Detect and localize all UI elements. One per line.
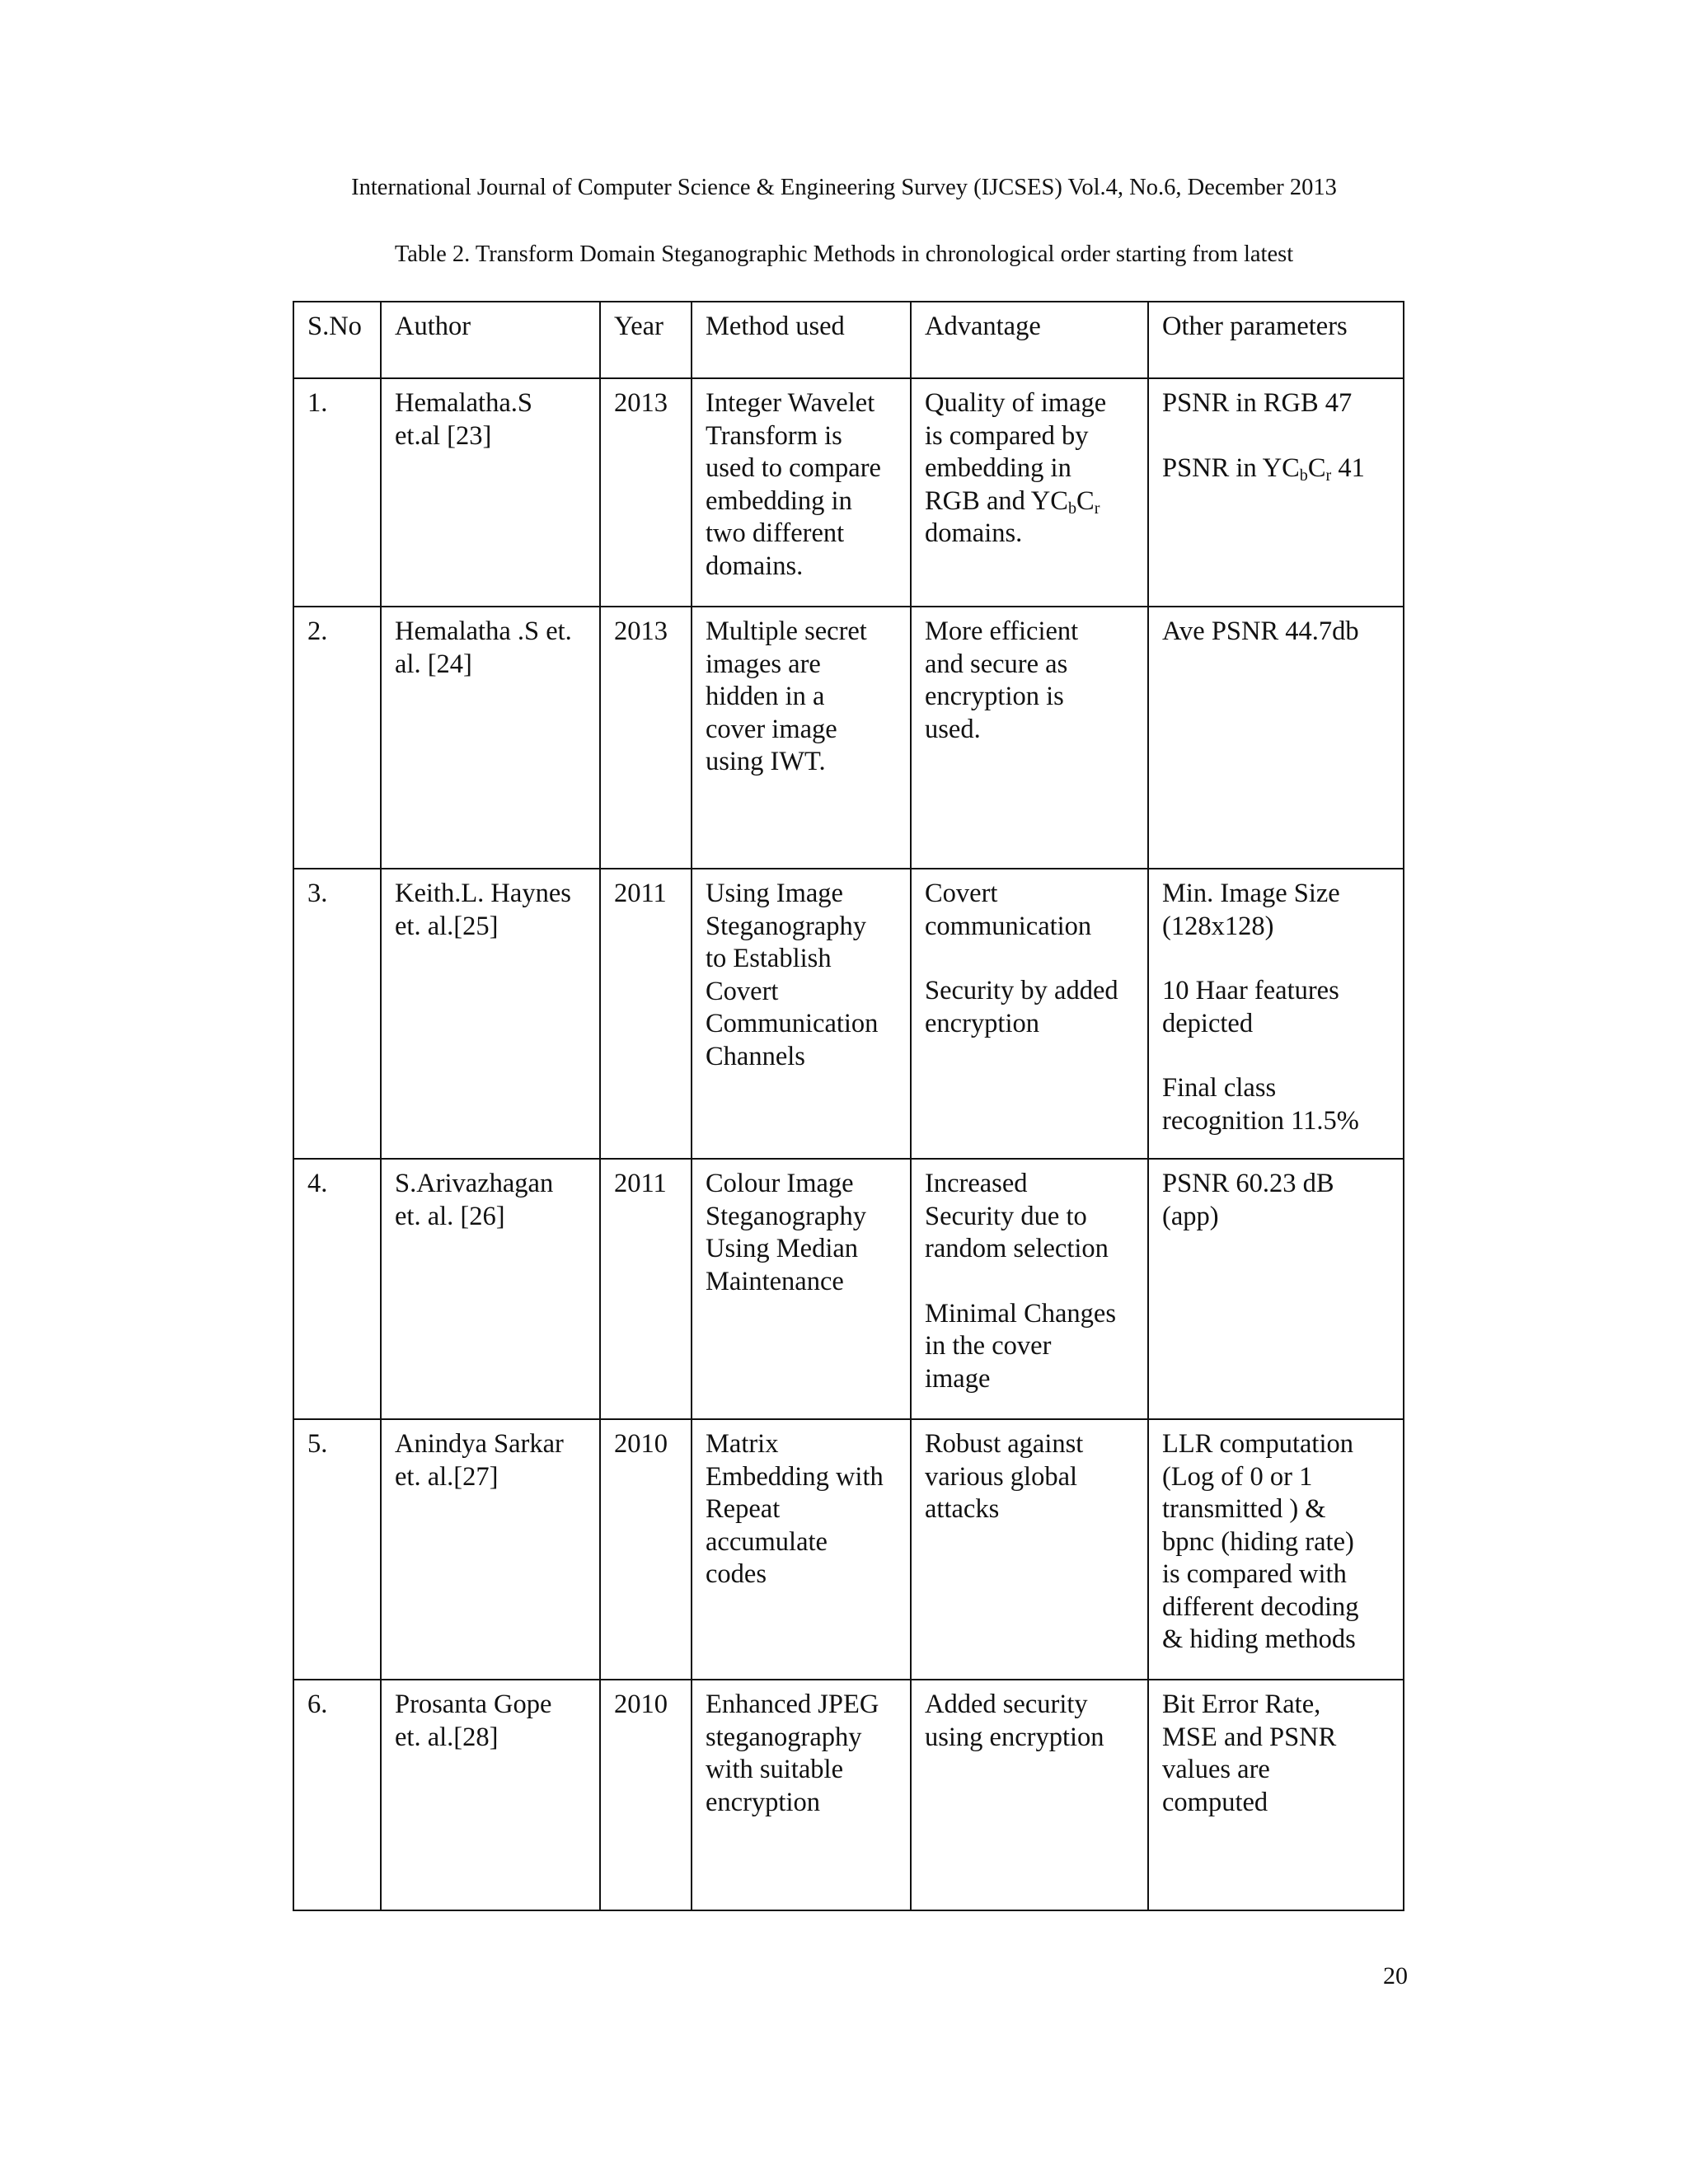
cell-sno: 5. [293, 1419, 381, 1680]
advantage-text-domains: domains. [925, 518, 1023, 548]
table-row [293, 1159, 1404, 1419]
cell-year: 2011 [600, 869, 692, 1159]
subscript-b: b [1299, 466, 1308, 485]
cell-author: Hemalatha .S et. al. [24] [381, 607, 600, 869]
column-header-year: Year [600, 302, 692, 378]
advantage-paragraph: Security by added encryption [925, 976, 1118, 1038]
cell-other-parameters [1148, 1159, 1404, 1419]
steganography-methods-table [293, 301, 1404, 1911]
cell-author: Hemalatha.S et.al [23] [381, 378, 600, 607]
cell-year: 2013 [600, 607, 692, 869]
cell-sno: 4. [293, 1159, 381, 1419]
cell-author: Keith.L. Haynes et. al.[25] [381, 869, 600, 1159]
cell-advantage [911, 869, 1148, 1159]
psnr-ycbcr-prefix: PSNR in YC [1162, 452, 1300, 483]
cell-advantage [911, 1419, 1148, 1680]
cell-author: Anindya Sarkar et. al.[27] [381, 1419, 600, 1680]
advantage-text: Quality of image is compared by embedding in [925, 388, 1107, 483]
cell-method: Colour Image Steganography Using Median Maintenance [692, 1159, 911, 1419]
psnr-ycbcr-value: 41 [1331, 452, 1365, 483]
ycbcr-c: C [1076, 485, 1095, 516]
table-row [293, 1419, 1404, 1680]
advantage-paragraph: Covert communication [925, 879, 1092, 941]
cell-advantage [911, 1159, 1148, 1419]
parameter-paragraph: LLR computation (Log of 0 or 1 transmitted ) & bpnc (hiding rate) is compared with different decoding & hiding methods [1162, 1429, 1359, 1654]
cell-sno: 1. [293, 378, 381, 607]
cell-method: Using Image Steganography to Establish Covert Communication Channels [692, 869, 911, 1159]
cell-method: Integer Wavelet Transform is used to compare embedding in two different domains. [692, 378, 911, 607]
cell-year: 2013 [600, 378, 692, 607]
advantage-text-rgb-ycbcr: RGB and YC [925, 485, 1068, 516]
journal-header: International Journal of Computer Science & Engineering Survey (IJCSES) Vol.4, No.6, December 2013 [351, 175, 1337, 200]
column-header-advantage: Advantage [911, 302, 1148, 378]
parameter-paragraph: Bit Error Rate, MSE and PSNR values are computed [1162, 1690, 1337, 1817]
cell-other-parameters [1148, 378, 1404, 607]
cell-author: Prosanta Gope et. al.[28] [381, 1680, 600, 1910]
cell-method: Enhanced JPEG steganography with suitable encryption [692, 1680, 911, 1910]
column-header-author: Author [381, 302, 600, 378]
table-row [293, 1680, 1404, 1910]
cell-year: 2010 [600, 1419, 692, 1680]
cell-other-parameters [1148, 607, 1404, 869]
cell-sno: 2. [293, 607, 381, 869]
parameter-paragraph: Final class recognition 11.5% [1162, 1073, 1359, 1136]
cell-author: S.Arivazhagan et. al. [26] [381, 1159, 600, 1419]
cell-method: Matrix Embedding with Repeat accumulate codes [692, 1419, 911, 1680]
advantage-paragraph: Robust against various global attacks [925, 1429, 1084, 1524]
advantage-paragraph: More efficient and secure as encryption is used. [925, 616, 1079, 744]
page-number: 20 [1383, 1962, 1408, 1990]
column-header-method: Method used [692, 302, 911, 378]
cell-other-parameters [1148, 1419, 1404, 1680]
parameter-paragraph: 10 Haar features depicted [1162, 976, 1339, 1038]
advantage-paragraph: Increased Security due to random selection [925, 1169, 1109, 1263]
parameter-psnr-ycbcr [1162, 452, 1395, 485]
subscript-r: r [1094, 499, 1100, 518]
ycbcr-c: C [1307, 452, 1326, 483]
cell-sno: 3. [293, 869, 381, 1159]
cell-sno: 6. [293, 1680, 381, 1910]
table-row [293, 869, 1404, 1159]
cell-advantage [911, 607, 1148, 869]
advantage-paragraph: Added security using encryption [925, 1690, 1104, 1752]
table-row [293, 378, 1404, 607]
table-row [293, 607, 1404, 869]
subscript-r: r [1325, 466, 1332, 485]
cell-method: Multiple secret images are hidden in a cover image using IWT. [692, 607, 911, 869]
parameter-paragraph: PSNR 60.23 dB (app) [1162, 1169, 1334, 1231]
column-header-sno: S.No [293, 302, 381, 378]
table-caption: Table 2. Transform Domain Steganographic Methods in chronological order starting from latest [394, 241, 1294, 267]
cell-other-parameters [1148, 1680, 1404, 1910]
parameter-paragraph: Ave PSNR 44.7db [1162, 616, 1359, 646]
parameter-psnr-rgb: PSNR in RGB 47 [1162, 388, 1353, 418]
advantage-paragraph: Minimal Changes in the cover image [925, 1298, 1116, 1394]
cell-other-parameters [1148, 869, 1404, 1159]
column-header-other-parameters: Other parameters [1148, 302, 1404, 378]
subscript-b: b [1067, 499, 1077, 518]
cell-advantage [911, 378, 1148, 607]
cell-year: 2011 [600, 1159, 692, 1419]
parameter-paragraph: Min. Image Size (128x128) [1162, 879, 1340, 941]
table-header-row [293, 302, 1404, 378]
cell-advantage [911, 1680, 1148, 1910]
cell-year: 2010 [600, 1680, 692, 1910]
